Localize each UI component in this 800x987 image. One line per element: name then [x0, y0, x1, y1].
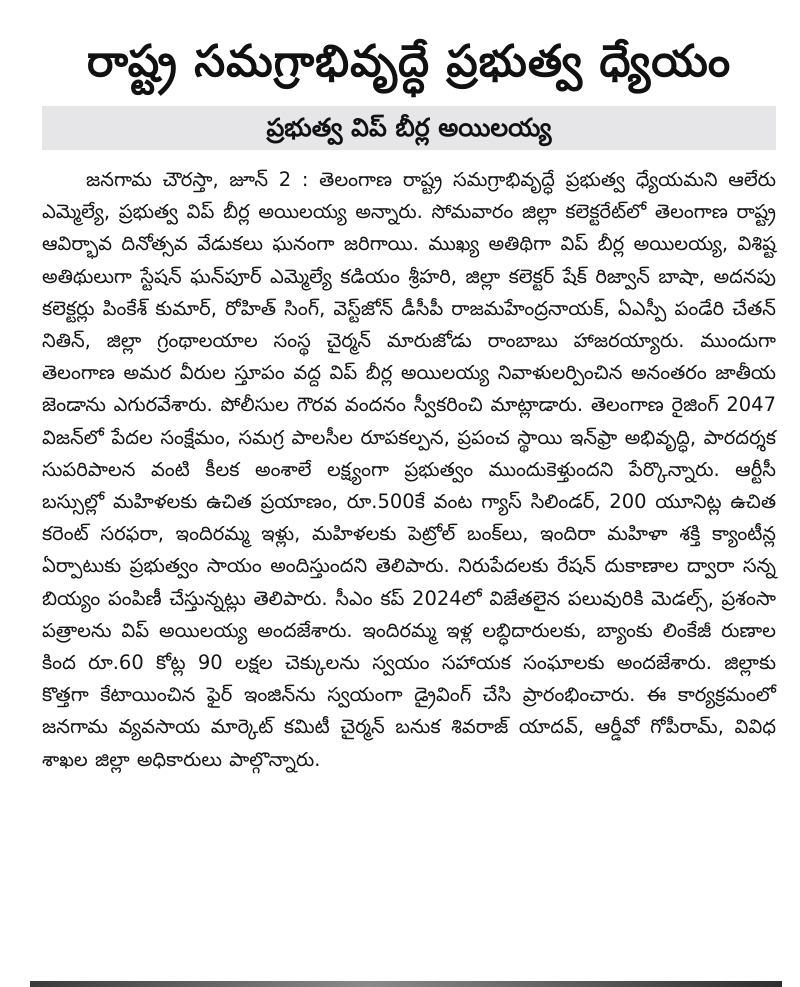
- subheadline-band: [42, 106, 776, 150]
- bottom-divider: [30, 981, 782, 987]
- article-headline: రాష్ట్ర సమగ్రాభివృద్ధే ప్రభుత్వ ధ్యేయం: [86, 36, 732, 87]
- article-subheadline: ప్రభుత్వ విప్ బీర్ల అయిలయ్య: [266, 113, 552, 142]
- article-body: జనగామ చౌరస్తా, జూన్ 2 : తెలంగాణ రాష్ట్ర సమగ్రాభివృద్ధే ప్రభుత్వ ధ్యేయమని ఆలేరు ఎమ్మెల్యే, ప్రభుత్వ విప్ బీర్ల అయిలయ్య అన్నారు. సోమవారం జిల్లా కలెక్టరేట్‌లో తెలంగాణ రాష్ట్ర ఆవిర్భావ దినోత్సవ వేడుకలు ఘనంగా జరిగాయి. ముఖ్య అతిథిగా విప్ బీర్ల అయిలయ్య, విశిష్ట అతిథులుగా స్టేషన్ ఘన్‌పూర్ ఎమ్మెల్యే కడియం శ్రీహరి, జిల్లా కలెక్టర్ షేక్ రిజ్వాన్ బాషా, అదనపు కలెక్టర్లు పింకేశ్ కుమార్, రోహిత్ సింగ్, వెస్ట్‌జోన్ డీసీపీ రాజమహేంద్రనాయక్, ఏఎస్పీ పండేరి చేతన్ నితిన్, జిల్లా గ్రంథాలయాల సంస్థ చైర్మన్ మారుజోడు రాంబాబు హాజరయ్యారు. ముందుగా తెలంగాణ అమర వీరుల స్తూపం వద్ద విప్ బీర్ల అయిలయ్య నివాళులర్పించిన అనంతరం జాతీయ జెండాను ఎగురవేశారు. పోలీసుల గౌరవ వందనం స్వీకరించి మాట్లాడారు. తెలంగాణ రైజింగ్ 2047 విజన్‌లో పేదల సంక్షేమం, సమగ్ర పాలసీల రూపకల్పన, ప్రపంచ స్థాయి ఇన్‌ఫ్రా అభివృద్ధి, పారదర్శక సుపరిపాలన వంటి కీలక అంశాలే లక్ష్యంగా ప్రభుత్వం ముందుకెళ్తుందని పేర్కొన్నారు. ఆర్టీసీ బస్సుల్లో మహిళలకు ఉచిత ప్రయాణం, రూ.500కే వంట గ్యాస్ సిలిండర్, 200 యూనిట్ల ఉచిత కరెంట్ సరఫరా, ఇందిరమ్మ ఇళ్లు, మహిళలకు పెట్రోల్ బంక్‌లు, ఇందిరా మహిళా శక్తి క్యాంటీన్ల ఏర్పాటుకు ప్రభుత్వం సాయం అందిస్తుందని తెలిపారు. నిరుపేదలకు రేషన్ దుకాణాల ద్వారా సన్న బియ్యం పంపిణీ చేస్తున్నట్లు తెలిపారు. సీఎం కప్ 2024లో విజేతలైన పలువురికి మెడల్స్, ప్రశంసా పత్రాలను విప్ అయిలయ్య అందజేశారు. ఇందిరమ్మ ఇళ్ల లబ్ధిదారులకు, బ్యాంకు లింకేజీ రుణాల కింద రూ.60 కోట్ల 90 లక్షల చెక్కులను స్వయం సహాయక సంఘాలకు అందజేశారు. జిల్లాకు కొత్తగా కేటాయించిన ఫైర్ ఇంజిన్‌ను స్వయంగా డ్రైవింగ్ చేసి ప్రారంభించారు. ఈ కార్యక్రమంలో జనగామ వ్యవసాయ మార్కెట్ కమిటీ చైర్మన్ బనుక శివరాజ్ యాదవ్, ఆర్డీవో గోపీరామ్, వివిధ శాఖల జిల్లా అధికారులు పాల్గొన్నారు.: [42, 168, 776, 771]
